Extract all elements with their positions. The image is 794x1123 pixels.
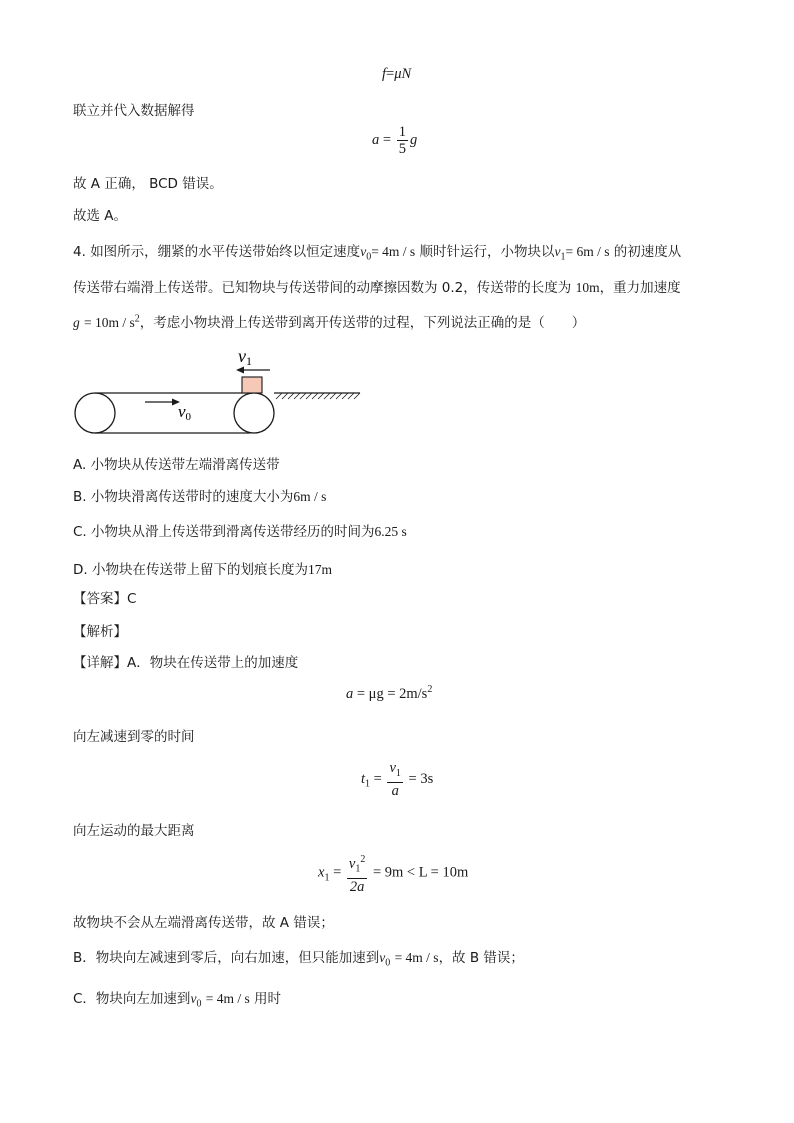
equation-a-fifth-g: a = $\frac{1}{5}$ g <box>372 124 418 157</box>
option-b: B. 小物块滑离传送带时的速度大小为6m / s <box>73 489 327 505</box>
text-line: 故物块不会从左端滑离传送带，故 A 错误； <box>73 915 334 931</box>
option-c: C. 小物块从滑上传送带到滑离传送带经历的时间为6.25 s <box>73 524 407 540</box>
question-line-1: 4. 如图所示，绷紧的水平传送带始终以恒定速度$v_0= 4m / s$ 顺时针运行，小物块以$v_1= 6m / s$ 的初速度从 <box>73 244 682 263</box>
ground-hatching <box>276 393 360 399</box>
question-line-2: 传送带右端滑上传送带。已知物块与传送带间的动摩擦因数为 0.2，传送带的长度为 10m，重力加速度 <box>73 280 681 296</box>
text-line-c: C．物块向左加速到$v_0 = 4m / s$ 用时 <box>73 991 282 1010</box>
text-line: 向左运动的最大距离 <box>73 823 195 839</box>
text-line: 故选 A。 <box>73 208 128 224</box>
conveyor-belt-diagram <box>70 345 370 440</box>
equation-x1: $x_1$ = $\frac{v_1^2}{2a}$ = 9m < L = 10m <box>318 854 469 895</box>
v0-label: v0 <box>178 402 192 423</box>
question-line-3: $g = 10m / s^2$，考虑小物块滑上传送带到离开传送带的过程，下列说法正确的是（ ） <box>73 313 586 331</box>
left-pulley <box>75 393 115 433</box>
small-block <box>242 377 262 393</box>
answer-line: 【答案】C <box>73 591 137 607</box>
text-line: 故 A 正确， BCD 错误。 <box>73 176 223 192</box>
v1-label: v1 <box>238 346 252 368</box>
equation-acceleration: $a = \mu g = 2m/s^2$ <box>346 684 433 702</box>
option-a: A. 小物块从传送带左端滑离传送带 <box>73 457 280 473</box>
v1-arrowhead <box>236 367 244 374</box>
text-line: 联立并代入数据解得 <box>73 103 195 119</box>
text-line: 向左减速到零的时间 <box>73 729 195 745</box>
text-line-b: B．物块向左减速到零后，向右加速，但只能加速到$v_0 = 4m / s$，故 B 错误； <box>73 950 524 969</box>
equation-t1: $t_1$ = $\frac{v_1}{a}$ = 3s <box>361 760 434 799</box>
option-d: D. 小物块在传送带上留下的划痕长度为17m <box>73 562 332 578</box>
detail-line: 【详解】A．物块在传送带上的加速度 <box>73 655 299 671</box>
analysis-heading: 【解析】 <box>73 624 127 640</box>
friction-formula: f=μN <box>382 66 412 82</box>
right-pulley <box>234 393 274 433</box>
